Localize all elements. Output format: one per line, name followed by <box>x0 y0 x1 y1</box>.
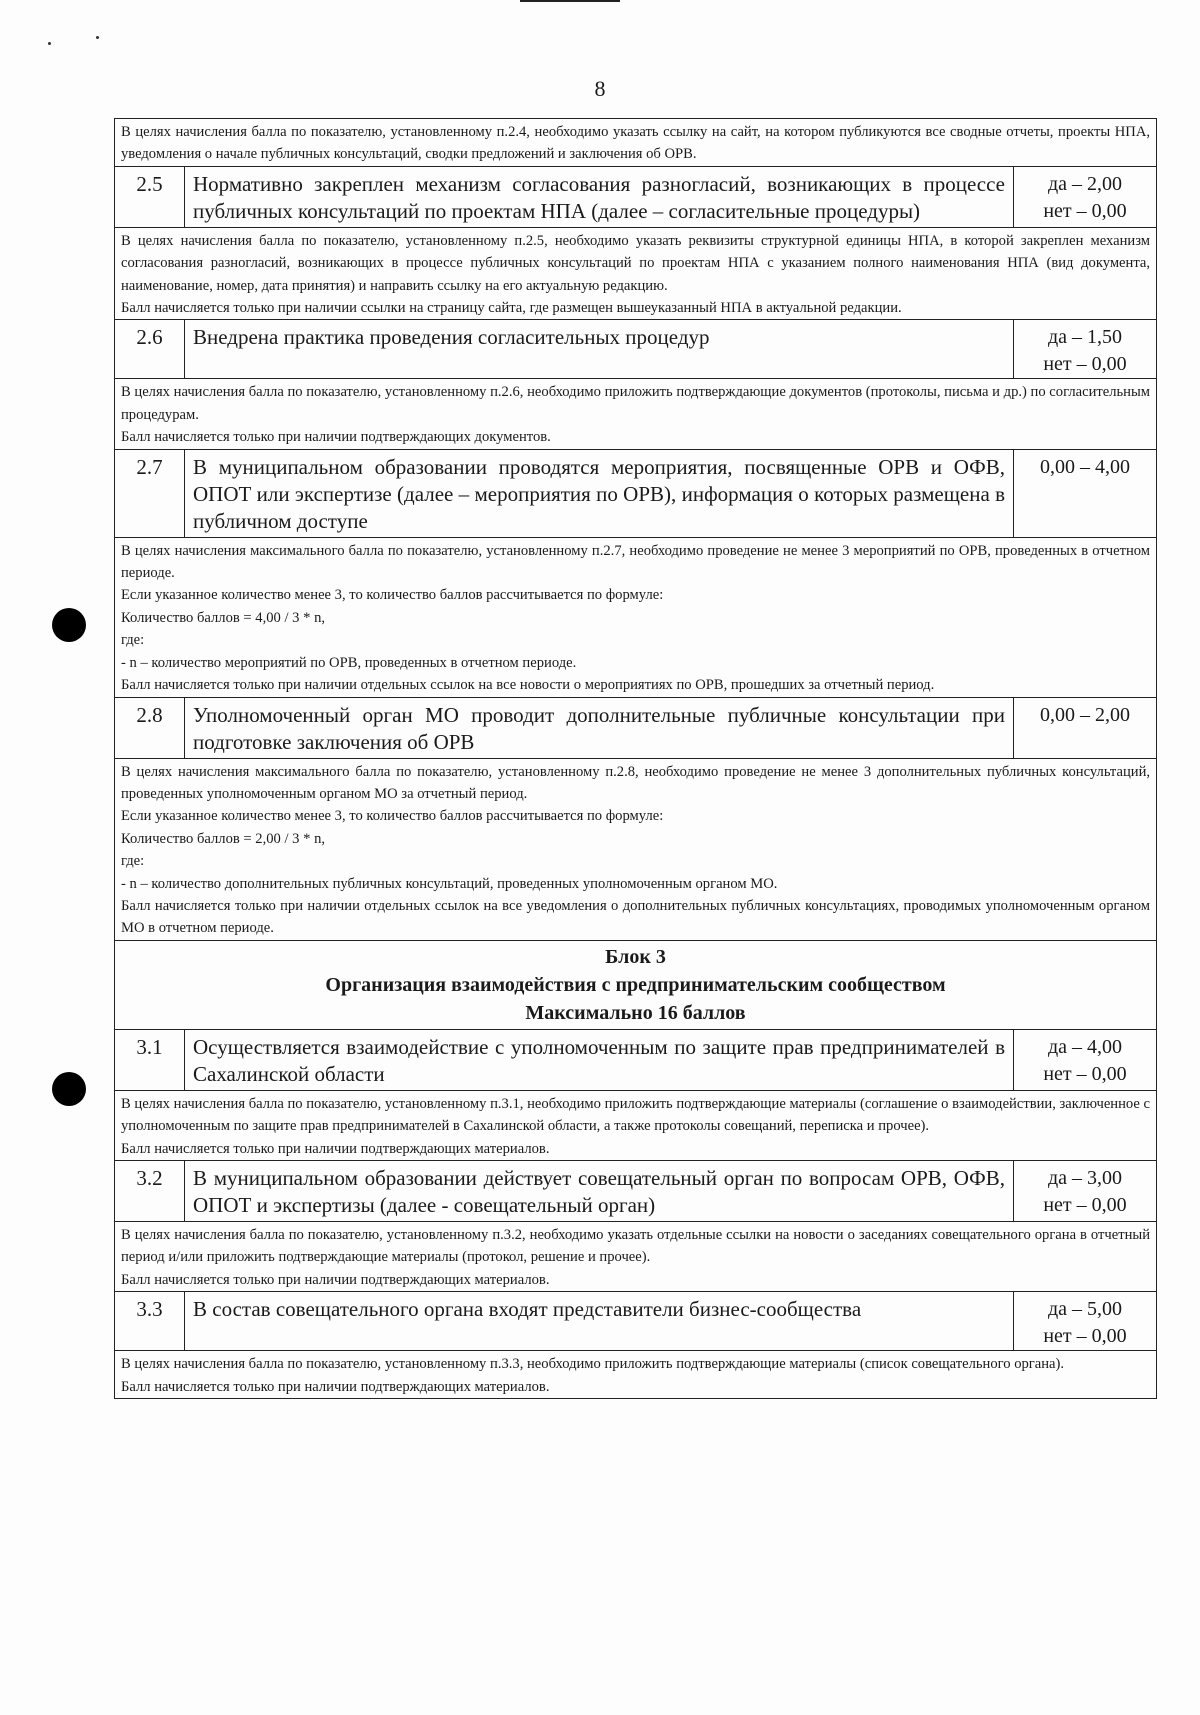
note-text: Балл начисляется только при наличии отдельных ссылок на все новости о мероприятиях по ОРВ, прошедших за отчетный период. <box>121 677 935 694</box>
note-row <box>115 227 1157 320</box>
note-text: Балл начисляется только при наличии ссылки на страницу сайта, где размещен вышеуказанный НПА в актуальной редакции. <box>121 300 902 317</box>
note-cell <box>115 119 1157 167</box>
note-cell <box>115 1090 1157 1160</box>
note-cell <box>115 227 1157 320</box>
note-row <box>115 1090 1157 1160</box>
criterion-text: В муниципальном образовании проводятся мероприятия, посвященные ОРВ и ОФВ, ОПОТ или экспертизе (далее – мероприятия по ОРВ), информация о которых размещена в публичном доступе <box>185 449 1014 537</box>
criterion-number: 2.8 <box>115 697 185 758</box>
criterion-score <box>1014 1292 1157 1351</box>
criterion-text: В состав совещательного органа входят представители бизнес-сообщества <box>185 1292 1014 1351</box>
criterion-score <box>1014 697 1157 758</box>
criterion-number: 2.7 <box>115 449 185 537</box>
criterion-score <box>1014 1029 1157 1090</box>
note-text: Если указанное количество менее 3, то количество баллов рассчитывается по формуле: <box>121 808 664 825</box>
note-text: Балл начисляется только при наличии подтверждающих материалов. <box>121 1140 550 1157</box>
note-text: Количество баллов = 2,00 / 3 * n, <box>121 830 326 847</box>
criterion-score <box>1014 1160 1157 1221</box>
scan-speck <box>48 42 51 45</box>
criterion-number: 3.2 <box>115 1160 185 1221</box>
note-cell <box>115 1221 1157 1291</box>
note-text: где: <box>121 853 145 870</box>
note-text: - n – количество дополнительных публичных консультаций, проведенных уполномоченным органом МО. <box>121 875 778 892</box>
criteria-table <box>114 118 1157 1399</box>
note-cell <box>115 758 1157 940</box>
note-text: Если указанное количество менее 3, то количество баллов рассчитывается по формуле: <box>121 587 664 604</box>
note-cell <box>115 537 1157 697</box>
criterion-row <box>115 166 1157 227</box>
note-row <box>115 1221 1157 1291</box>
criterion-row <box>115 1160 1157 1221</box>
criterion-text: Осуществляется взаимодействие с уполномоченным по защите прав предпринимателей в Сахалинской области <box>185 1029 1014 1090</box>
criterion-number: 3.3 <box>115 1292 185 1351</box>
criterion-number: 2.5 <box>115 166 185 227</box>
criterion-text: Уполномоченный орган МО проводит дополнительные публичные консультации при подготовке заключения об ОРВ <box>185 697 1014 758</box>
note-text: В целях начисления балла по показателю, установленному п.2.5, необходимо указать реквизиты структурной единицы НПА, в которой закреплен механизм согласования разногласий, возникающих в процессе публичных консультаций по проектам НПА с указанием полного наименования НПА (вид документа, наименование, номер, дата принятия) и направить ссылку на его актуальную редакцию. <box>121 232 1151 294</box>
note-text: где: <box>121 632 145 649</box>
criterion-text: Внедрена практика проведения согласительных процедур <box>185 320 1014 379</box>
criterion-text: В муниципальном образовании действует совещательный орган по вопросам ОРВ, ОФВ, ОПОТ и экспертизы (далее - совещательный орган) <box>185 1160 1014 1221</box>
score-value: да – 4,00 <box>1047 1035 1123 1058</box>
block-header-line: Максимально 16 баллов <box>525 1001 746 1024</box>
note-text: Количество баллов = 4,00 / 3 * n, <box>121 609 326 626</box>
note-text: Балл начисляется только при наличии подтверждающих материалов. <box>121 1378 550 1395</box>
scan-speck <box>96 36 99 39</box>
criterion-number: 3.1 <box>115 1029 185 1090</box>
note-text: В целях начисления балла по показателю, установленному п.2.4, необходимо указать ссылку на сайт, на котором публикуются все сводные отчеты, проекты НПА, уведомления о начале публичных консультаций, сводки предложений и заключения об ОРВ. <box>121 124 1151 163</box>
note-text: Балл начисляется только при наличии подтверждающих материалов. <box>121 1271 550 1288</box>
note-text: В целях начисления балла по показателю, установленному п.2.6, необходимо приложить подтверждающие документов (протоколы, письма и др.) по согласительным процедурам. <box>121 384 1151 423</box>
score-value: 0,00 – 2,00 <box>1040 703 1131 726</box>
note-row <box>115 119 1157 167</box>
note-row <box>115 1351 1157 1399</box>
score-value: да – 1,50 <box>1047 326 1123 349</box>
block-header-line: Организация взаимодействия с предпринимательским сообществом <box>325 973 946 996</box>
note-text: В целях начисления балла по показателю, установленному п.3.2, необходимо указать отдельные ссылки на новости о заседаниях совещательного органа в отчетный период и/или приложить подтверждающие материалы (протокол, решение и прочее). <box>121 1226 1151 1266</box>
note-text: В целях начисления балла по показателю, установленному п.3.1, необходимо приложить подтверждающие материалы (соглашение о взаимодействии, заключенное с уполномоченным по защите прав предпринимателей в Сахалинской области, а также протоколы совещаний, переписка и прочее). <box>121 1095 1151 1135</box>
note-text: - n – количество мероприятий по ОРВ, проведенных в отчетном периоде. <box>121 654 577 671</box>
punch-hole <box>52 1072 86 1106</box>
block-header <box>115 940 1157 1029</box>
criterion-number: 2.6 <box>115 320 185 379</box>
score-value: нет – 0,00 <box>1043 1193 1127 1216</box>
note-text: Балл начисляется только при наличии отдельных ссылок на все уведомления о дополнительных публичных консультациях, проводимых уполномоченным органом МО в отчетном периоде. <box>121 897 1151 937</box>
score-value: нет – 0,00 <box>1043 353 1127 376</box>
criterion-text: Нормативно закреплен механизм согласования разногласий, возникающих в процессе публичных консультаций по проектам НПА (далее – согласительные процедуры) <box>185 166 1014 227</box>
criterion-row <box>115 320 1157 379</box>
note-text: Балл начисляется только при наличии подтверждающих документов. <box>121 429 551 446</box>
criterion-score <box>1014 320 1157 379</box>
note-text: В целях начисления балла по показателю, установленному п.3.3, необходимо приложить подтверждающие материалы (список совещательного органа). <box>121 1356 1065 1373</box>
note-text: В целях начисления максимального балла по показателю, установленному п.2.8, необходимо проведение не менее 3 дополнительных публичных консультаций, проведенных уполномоченным органом МО за отчетный период. <box>121 763 1151 802</box>
score-value: нет – 0,00 <box>1043 1325 1127 1348</box>
score-value: нет – 0,00 <box>1043 199 1127 222</box>
block-header-line: Блок 3 <box>605 945 666 968</box>
criterion-row <box>115 449 1157 537</box>
criterion-score <box>1014 166 1157 227</box>
page-number: 8 <box>594 76 606 101</box>
criterion-row <box>115 1292 1157 1351</box>
score-value: да – 2,00 <box>1047 172 1123 195</box>
block-header-row <box>115 940 1157 1029</box>
score-value: да – 3,00 <box>1047 1166 1123 1189</box>
criterion-score <box>1014 449 1157 537</box>
punch-hole <box>52 608 86 642</box>
score-value: 0,00 – 4,00 <box>1040 455 1131 478</box>
note-text: В целях начисления максимального балла по показателю, установленному п.2.7, необходимо проведение не менее 3 мероприятий по ОРВ, проведенных в отчетном периоде. <box>121 542 1151 582</box>
scan-edge-mark <box>520 0 620 2</box>
score-value: нет – 0,00 <box>1043 1062 1127 1085</box>
note-cell <box>115 1351 1157 1399</box>
score-value: да – 5,00 <box>1047 1298 1123 1321</box>
note-row <box>115 537 1157 697</box>
note-cell <box>115 379 1157 449</box>
note-row <box>115 758 1157 940</box>
note-row <box>115 379 1157 449</box>
criterion-row <box>115 1029 1157 1090</box>
criterion-row <box>115 697 1157 758</box>
